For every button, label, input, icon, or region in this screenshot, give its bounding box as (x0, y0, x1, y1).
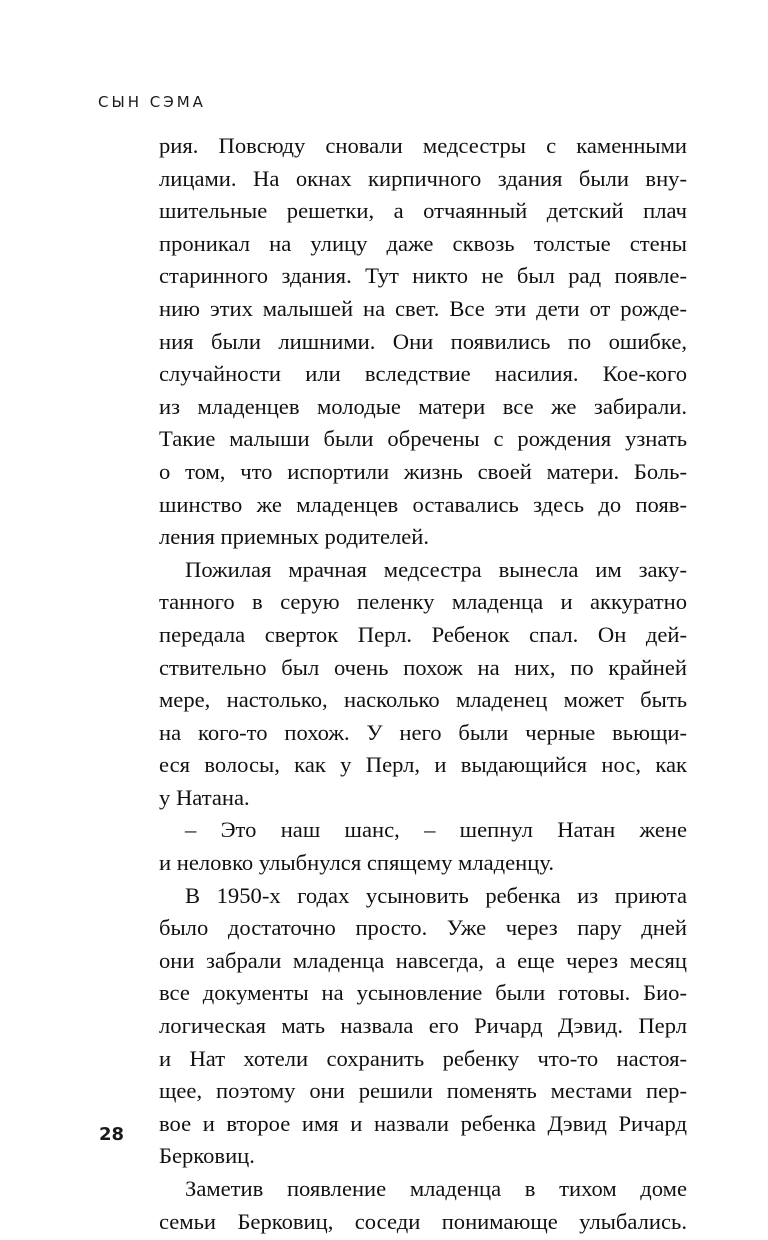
text-line: танного в серую пеленку младенца и аккуратно (159, 589, 687, 615)
text-line: из младенцев молодые матери все же забирали. (159, 393, 687, 419)
text-line: у Натана. (159, 784, 250, 810)
text-line: ствительно был очень похож на них, по крайней (159, 654, 687, 680)
text-line: шительные решетки, а отчаянный детский плач (159, 198, 687, 224)
text-line: еся волосы, как у Перл, и выдающийся нос, как (159, 752, 687, 778)
text-line: старинного здания. Тут никто не был рад появле- (159, 263, 687, 289)
text-line: рия. Повсюду сновали медсестры с каменными (159, 133, 687, 158)
text-line: – Это наш шанс, – шепнул Натан жене (185, 817, 687, 843)
text-line: логическая мать назвала его Ричард Дэвид. Перл (159, 1013, 687, 1039)
text-line: и неловко улыбнулся спящему младенцу. (159, 850, 555, 876)
text-line: шинство же младенцев оставались здесь до появ- (159, 491, 687, 517)
text-line: ния были лишними. Они появились по ошибке, (159, 328, 687, 354)
text-line: было достаточно просто. Уже через пару дней (159, 915, 687, 941)
text-line: и Нат хотели сохранить ребенку что-то настоя- (159, 1045, 687, 1071)
running-head: СЫН СЭМА (98, 93, 206, 111)
text-line: передала сверток Перл. Ребенок спал. Он дей- (159, 621, 687, 647)
text-line: щее, поэтому они решили поменять местами пер- (159, 1078, 687, 1104)
text-line: проникал на улицу даже сквозь толстые стены (159, 230, 687, 256)
text-line: Такие малыши были обречены с рождения узнать (159, 426, 687, 452)
body-text (159, 130, 687, 1238)
text-line: ления приемных родителей. (159, 524, 430, 550)
text-line: все документы на усыновление были готовы. Био- (159, 980, 687, 1006)
text-line: Берковиц. (159, 1143, 255, 1169)
text-line: на кого-то похож. У него были черные вьющи- (159, 719, 687, 745)
page-number: 28 (99, 1124, 125, 1145)
text-line: Заметив появление младенца в тихом доме (185, 1176, 687, 1201)
text-line: о том, что испортили жизнь своей матери. Боль- (159, 458, 687, 484)
text-line: В 1950-х годах усыновить ребенка из приюта (185, 882, 687, 908)
text-line: случайности или вследствие насилия. Кое-кого (159, 361, 687, 387)
text-line: нию этих малышей на свет. Все эти дети от рожде- (159, 295, 687, 321)
text-line: семьи Берковиц, соседи понимающе улыбались. (159, 1208, 687, 1234)
text-line: вое и второе имя и назвали ребенка Дэвид Ричард (159, 1110, 687, 1136)
text-line: они забрали младенца навсегда, а еще через месяц (159, 947, 687, 973)
text-line: Пожилая мрачная медсестра вынесла им заку- (185, 556, 687, 582)
text-line: мере, настолько, насколько младенец может быть (159, 687, 687, 713)
text-line: лицами. На окнах кирпичного здания были вну- (159, 165, 687, 191)
